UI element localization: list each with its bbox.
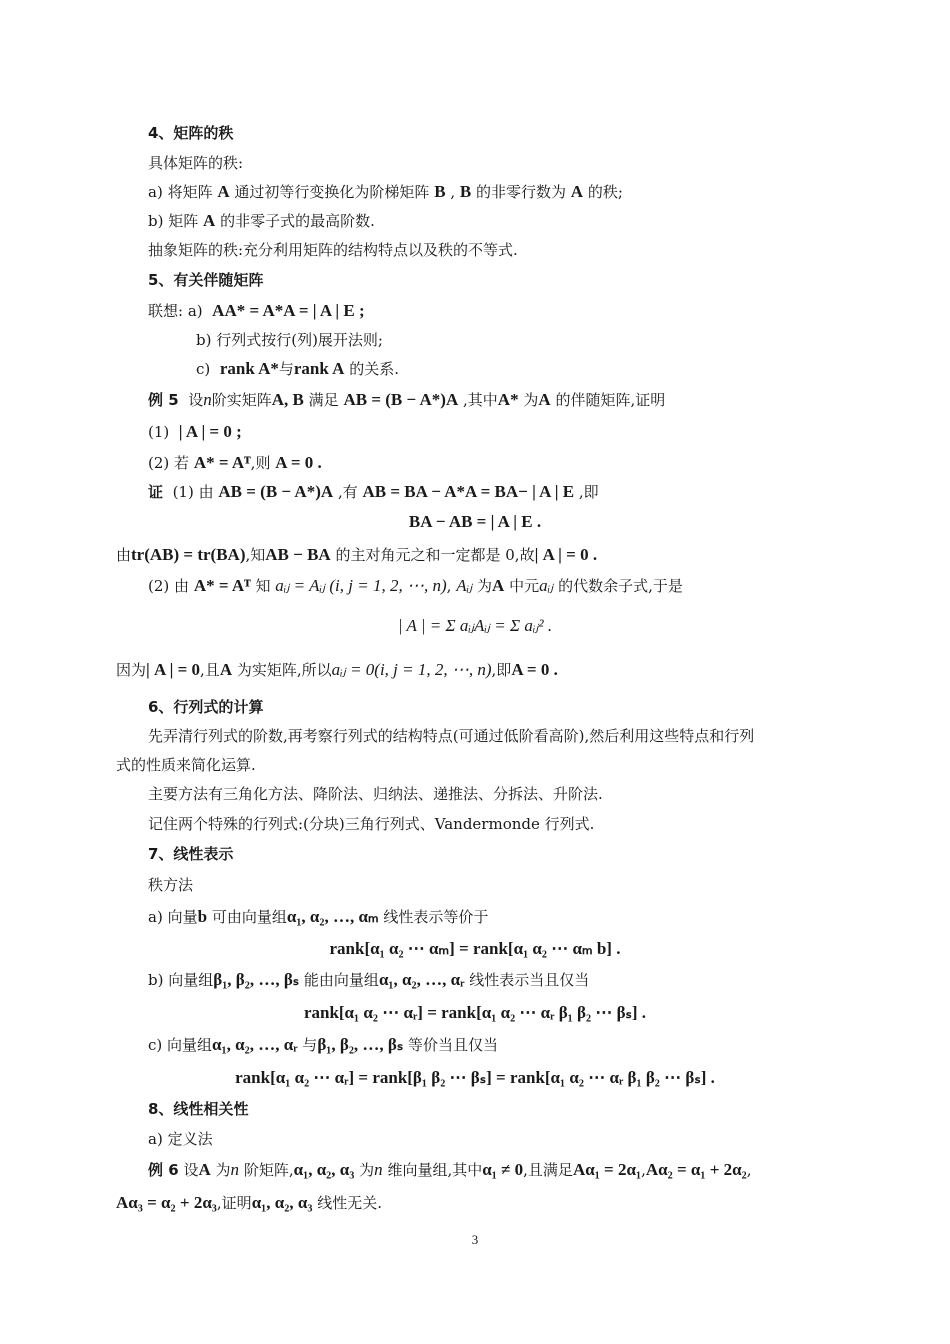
proof-line: (2) 由 A* = Aᵀ 知 aᵢⱼ = Aᵢⱼ (i, j = 1, 2, ⋯, n), Aᵢⱼ 为A 中元aᵢⱼ 的代数余子式,于是 bbox=[148, 576, 683, 595]
paragraph: 式的性质来简化运算. bbox=[116, 756, 256, 774]
section-heading: 8、线性相关性 bbox=[148, 1100, 249, 1118]
list-item: b) 行列式按行(列)展开法则; bbox=[196, 331, 383, 349]
paragraph: 抽象矩阵的秩:充分利用矩阵的结构特点以及秩的不等式. bbox=[148, 241, 518, 259]
display-equation: rank[α₁ α₂ ⋯ αᵣ] = rank[β₁ β₂ ⋯ βₛ] = rank[α₁ α₂ ⋯ αᵣ β₁ β₂ ⋯ βₛ] . bbox=[235, 1068, 715, 1087]
example-statement: 例 6 设A 为n 阶矩阵,α₁, α₂, α₃ 为n 维向量组,其中α₁ ≠ 0,且满足Aα₁ = 2α₁,Aα₂ = α₁ + 2α₂, bbox=[148, 1160, 752, 1179]
list-item: c) 向量组α₁, α₂, …, αᵣ 与β₁, β₂, …, βₛ 等价当且仅当 bbox=[148, 1035, 499, 1054]
paragraph: 秩方法 bbox=[148, 876, 194, 894]
list-item: c) rank A*与rank A 的关系. bbox=[196, 359, 399, 378]
list-item: a) 定义法 bbox=[148, 1130, 213, 1148]
list-item: b) 向量组β₁, β₂, …, βₛ 能由向量组α₁, α₂, …, αᵣ 线性表示当且仅当 bbox=[148, 970, 590, 989]
display-equation: | A | = Σ aᵢⱼAᵢⱼ = Σ aᵢⱼ² . bbox=[397, 616, 553, 635]
display-equation: rank[α₁ α₂ ⋯ αᵣ] = rank[α₁ α₂ ⋯ αᵣ β₁ β₂ ⋯ βₛ] . bbox=[303, 1003, 647, 1022]
section-heading: 5、有关伴随矩阵 bbox=[148, 271, 264, 289]
list-item: (2) 若 A* = Aᵀ,则 A = 0 . bbox=[148, 453, 322, 472]
list-item: a) 将矩阵 A 通过初等行变换化为阶梯矩阵 B , B 的非零行数为 A 的秩; bbox=[148, 182, 623, 201]
example-statement: Aα₃ = α₂ + 2α₃,证明α₁, α₂, α₃ 线性无关. bbox=[116, 1193, 383, 1212]
proof-line: 证 (1) 由 AB = (B − A*)A ,有 AB = BA − A*A = BA− | A | E ,即 bbox=[148, 482, 599, 501]
paragraph: 先弄清行列式的阶数,再考察行列式的结构特点(可通过低阶看高阶),然后利用这些特点和行列 bbox=[148, 727, 755, 745]
paragraph: 记住两个特殊的行列式:(分块)三角行列式、Vandermonde 行列式. bbox=[148, 815, 595, 833]
paragraph: 主要方法有三角化方法、降阶法、归纳法、递推法、分拆法、升阶法. bbox=[148, 785, 603, 803]
list-item: a) 向量b 可由向量组α₁, α₂, …, αₘ 线性表示等价于 bbox=[148, 907, 489, 926]
list-item: b) 矩阵 A 的非零子式的最高阶数. bbox=[148, 211, 375, 230]
list-item: 联想: a) AA* = A*A = | A | E ; bbox=[148, 301, 365, 320]
display-equation: rank[α₁ α₂ ⋯ αₘ] = rank[α₁ α₂ ⋯ αₘ b] . bbox=[329, 939, 621, 958]
page-number: 3 bbox=[471, 1232, 479, 1247]
list-item: (1) | A | = 0 ; bbox=[148, 422, 242, 441]
proof-line: 因为| A | = 0,且A 为实矩阵,所以aᵢⱼ = 0(i, j = 1, 2, ⋯, n),即A = 0 . bbox=[116, 660, 558, 679]
paragraph: 具体矩阵的秩: bbox=[148, 154, 244, 172]
proof-line: 由tr(AB) = tr(BA),知AB − BA 的主对角元之和一定都是 0,故| A | = 0 . bbox=[116, 545, 598, 564]
section-heading: 6、行列式的计算 bbox=[148, 698, 264, 716]
section-heading: 4、矩阵的秩 bbox=[148, 124, 234, 142]
example-statement: 例 5 设n阶实矩阵A, B 满足 AB = (B − A*)A ,其中A* 为A 的伴随矩阵,证明 bbox=[148, 390, 666, 409]
display-equation: BA − AB = | A | E . bbox=[408, 512, 542, 531]
section-heading: 7、线性表示 bbox=[148, 845, 234, 863]
